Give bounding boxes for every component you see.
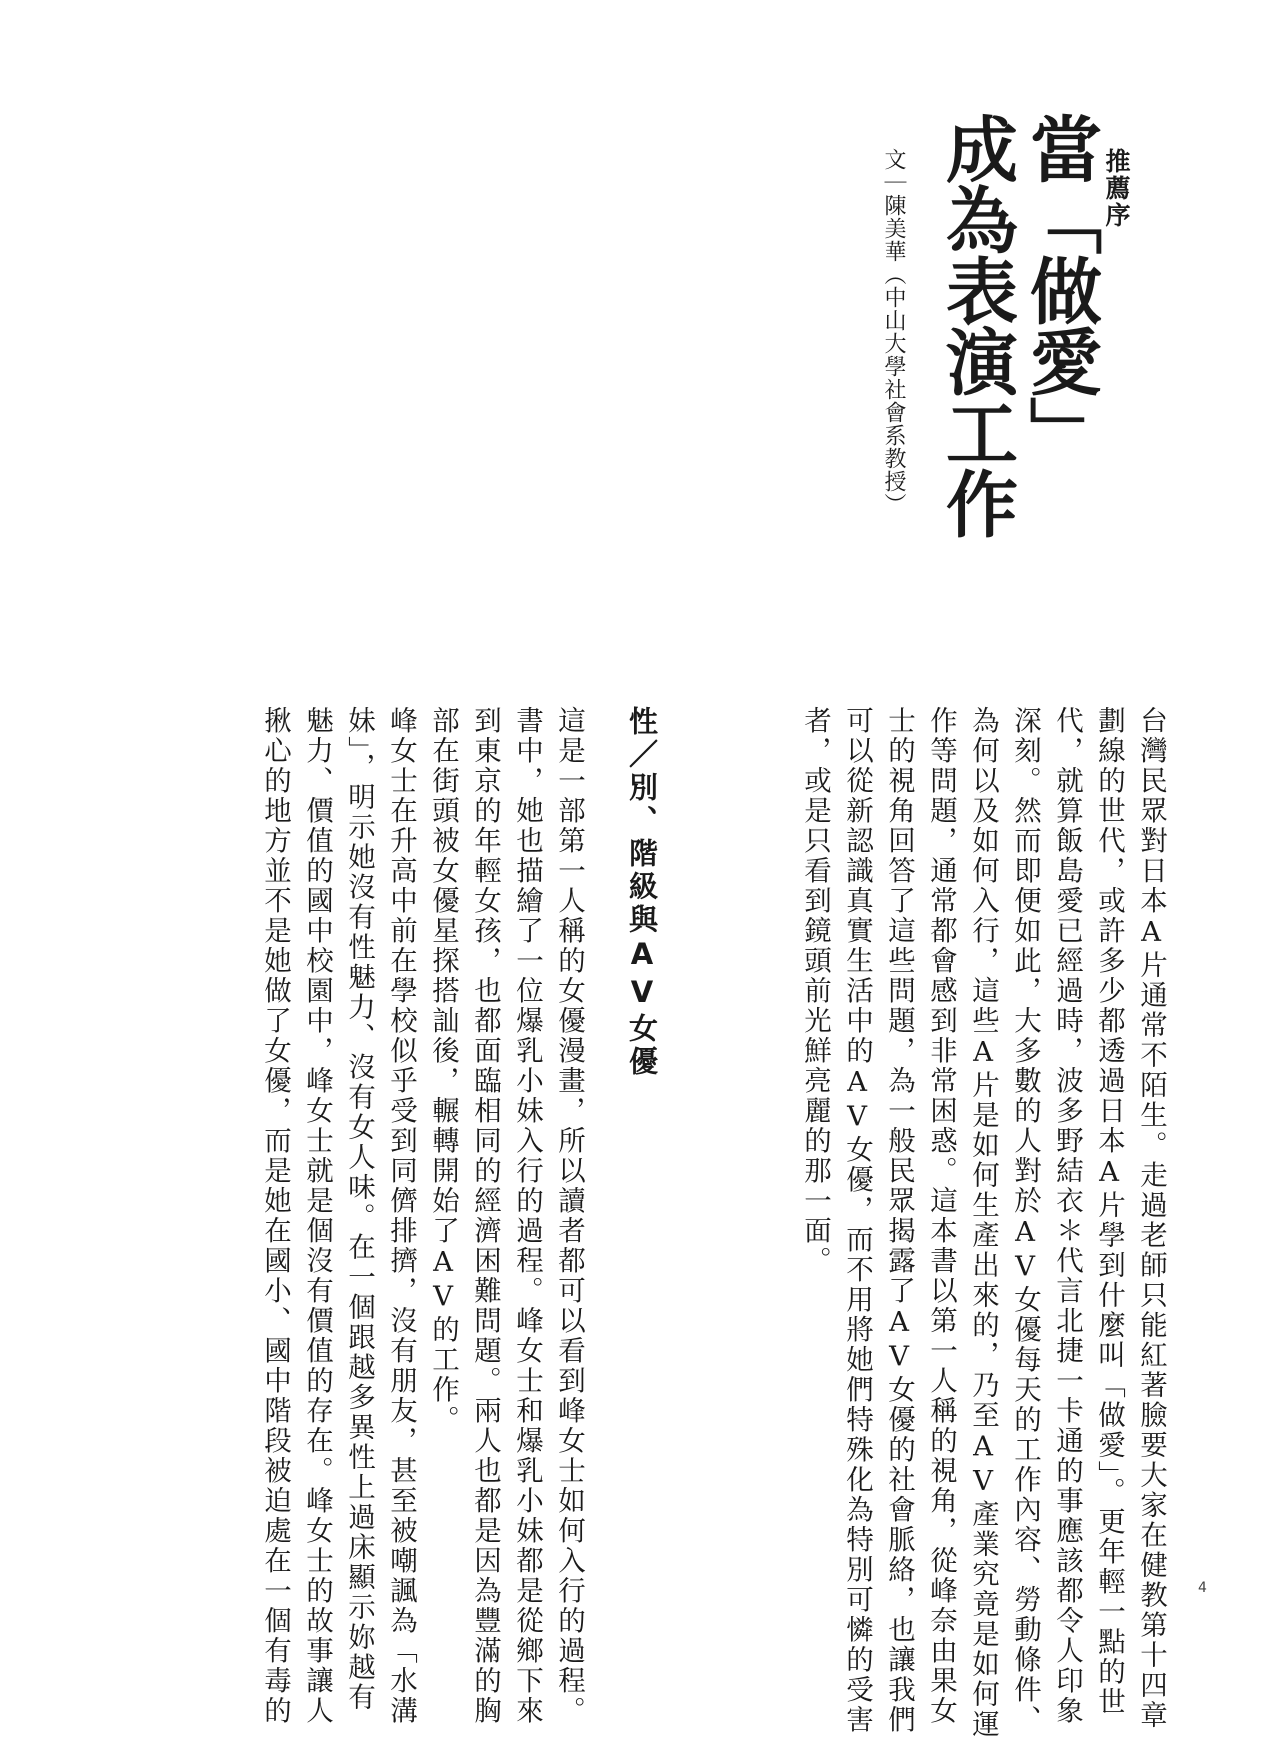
text-column: 劃線的世代，或許多少都透過日本A片學到什麼叫「做愛」。更年輕一點的世 <box>1093 706 1125 1717</box>
text-column: 魅力、價值的國中校園中，峰女士就是個沒有價值的存在。峰女士的故事讓人 <box>301 706 333 1726</box>
text-column: 揪心的地方並不是她做了女優，而是她在國小、國中階段被迫處在一個有毒的 <box>259 706 291 1726</box>
text-column: 峰女士在升高中前在學校似乎受到同儕排擠，沒有朋友，甚至被嘲諷為「水溝 <box>385 706 417 1726</box>
text-column: 作等問題，通常都會感到非常困惑。這本書以第一人稱的視角，從峰奈由果女 <box>925 706 957 1726</box>
text-column: 到東京的年輕女孩，也都面臨相同的經濟困難問題。兩人也都是因為豐滿的胸 <box>469 706 501 1726</box>
text-column: 士的視角回答了這些問題，為一般民眾揭露了AV女優的社會脈絡，也讓我們 <box>883 706 915 1735</box>
text-column: 深刻。然而即便如此，大多數的人對於AV女優每天的工作內容、勞動條件、 <box>1009 706 1041 1735</box>
title-line-1: 當「做愛」 <box>1018 112 1103 467</box>
text-column: 為何以及如何入行，這些A片是如何生產出來的，乃至AV產業究竟是如何運 <box>967 706 999 1740</box>
text-column: 者，或是只看到鏡頭前光鮮亮麗的那一面。 <box>799 706 831 1276</box>
author-credit: 文｜陳美華（中山大學社會系教授） <box>881 148 906 516</box>
title-line-2: 成為表演工作 <box>934 112 1019 538</box>
page-number: 4 <box>1198 1580 1207 1596</box>
text-column: 代，就算飯島愛已經過時，波多野結衣＊代言北捷一卡通的事應該都令人印象 <box>1051 706 1083 1726</box>
section-heading: 性／別、階級與AV女優 <box>625 706 659 1079</box>
text-column: 可以從新認識真實生活中的AV女優，而不用將她們特殊化為特別可憐的受害 <box>841 706 873 1735</box>
text-column: 部在街頭被女優星探搭訕後，輾轉開始了AV的工作。 <box>427 706 459 1435</box>
text-column: 台灣民眾對日本A片通常不陌生。走過老師只能紅著臉要大家在健教第十四章 <box>1135 706 1167 1731</box>
intro-text-block <box>732 706 1172 1740</box>
text-column: 妹」，明示她沒有性魅力、沒有女人味。在一個跟越多異性上過床顯示妳越有 <box>343 706 375 1713</box>
section-label: 推薦序 <box>1102 148 1131 229</box>
section-text-block <box>160 706 590 1726</box>
text-column: 書中，她也描繪了一位爆乳小妹入行的過程。峰女士和爆乳小妹都是從鄉下來 <box>511 706 543 1726</box>
text-column: 這是一部第一人稱的女優漫畫，所以讀者都可以看到峰女士如何入行的過程。 <box>553 706 585 1726</box>
